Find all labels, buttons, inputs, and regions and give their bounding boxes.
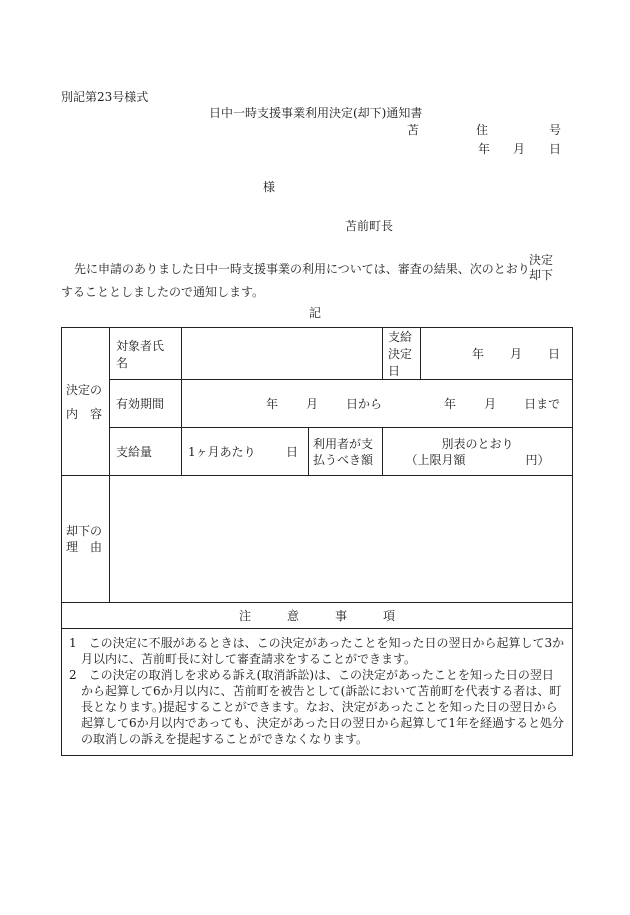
form-table — [61, 327, 573, 756]
burden-label: 利用者が支 払うべき額 — [309, 428, 383, 476]
document-title: 日中一時支援事業利用決定(却下)通知書 — [209, 106, 423, 120]
form-number: 別記第23号様式 — [61, 90, 149, 104]
rejection-label: 却下の 理 由 — [62, 476, 110, 603]
validity-from-month: 月 — [306, 397, 319, 411]
payment-date-year: 年 — [471, 347, 484, 361]
subject-name-field[interactable] — [182, 328, 383, 380]
burden-line-2: （上限月額 円） — [405, 452, 550, 467]
ki-mark: 記 — [309, 306, 322, 320]
validity-label: 有効期間 — [110, 380, 182, 428]
issuer: 苫前町長 — [345, 219, 394, 233]
validity-field[interactable] — [182, 380, 573, 428]
validity-from-day: 日から — [346, 397, 383, 411]
addressee-suffix: 様 — [263, 180, 276, 194]
note-item: 1 この決定に不服があるときは、この決定があったことを知った日の翌日から起算して3か月以内に、苫前町長に対して審査請求をすることができます。 — [69, 636, 565, 666]
payment-date-day: 日 — [547, 347, 560, 361]
amount-prefix: 1ヶ月あたり — [188, 445, 256, 459]
notes-body — [62, 629, 573, 756]
validity-from-year: 年 — [266, 397, 279, 411]
doc-number-prefix: 苫 — [407, 123, 420, 137]
notes-header: 注 意 事 項 — [62, 603, 573, 629]
amount-unit: 日 — [285, 445, 298, 459]
choice-rejection: 却下 — [529, 268, 554, 282]
validity-to-month: 月 — [484, 397, 497, 411]
payment-date-field[interactable] — [421, 328, 573, 380]
doc-number-middle: 住 — [476, 123, 489, 137]
amount-label: 支給量 — [110, 428, 182, 476]
body-line-1: 先に申請のありました日中一時支援事業の利用については、審査の結果、次のとおり — [74, 262, 530, 276]
payment-date-month: 月 — [509, 347, 522, 361]
burden-line-1: 別表のとおり — [441, 436, 514, 451]
subject-name-label: 対象者氏名 — [110, 328, 182, 380]
date-day: 日 — [549, 142, 562, 156]
date-month: 月 — [513, 142, 526, 156]
note-item: 2 この決定の取消しを求める訴え(取消訴訟)は、この決定があったことを知った日の翌日から起算して6か月以内に、苫前町を被告として(訴訟において苫前町を代表する者は、町長となります。)提起することができます。なお、決定があったことを知った日の翌日から起算して6か月以内であっても、決定があった日の翌日から起算して1年を経過すると処分の取消しの訴えを提起することができなくなります。 — [69, 668, 565, 746]
body-line-2: することとしましたので通知します。 — [61, 285, 265, 299]
doc-number-suffix: 号 — [549, 123, 562, 137]
decision-section-label: 決定の 内 容 — [62, 328, 110, 476]
validity-to-day: 日まで — [524, 397, 561, 411]
date-year: 年 — [478, 142, 491, 156]
validity-to-year: 年 — [444, 397, 457, 411]
burden-field[interactable] — [383, 428, 573, 476]
amount-field[interactable] — [182, 428, 309, 476]
rejection-reason-field[interactable] — [110, 476, 573, 603]
choice-decision: 決定 — [529, 253, 554, 267]
payment-date-label: 支給決定日 — [383, 328, 421, 380]
